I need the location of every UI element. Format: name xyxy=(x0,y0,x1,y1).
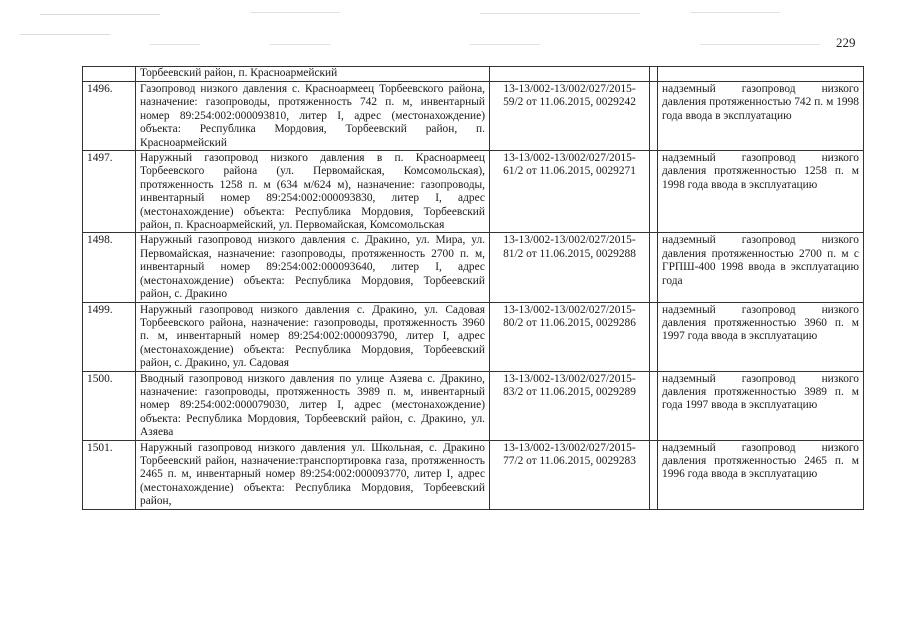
row-registration-cell xyxy=(490,67,650,82)
row-description-cell: Вводный газопровод низкого давления по улице Азяева с. Дракино, назначение: газопроводы, протяженность 3989 п. м, инвентарный номер 89:254:002:000079030, литер I, адрес (местонахождение) объекта: Республика Мордовия, Торбеевский район, с. Дракино, ул. Азяева xyxy=(136,371,490,440)
column-gap-cell xyxy=(650,371,658,440)
column-gap-cell xyxy=(650,82,658,151)
scan-artifact-line xyxy=(480,13,640,14)
row-registration-cell: 13-13/002-13/002/027/2015-61/2 от 11.06.2015, 0029271 xyxy=(490,151,650,233)
row-description-cell: Газопровод низкого давления с. Красноармеец Торбеевского района, назначение: газопроводы, протяженность 742 п. м, инвентарный номер 89:254:002:000093810, литер I, адрес (местонахождение) объекта: Республика Мордовия, Торбеевский район, п. Красноармейский xyxy=(136,82,490,151)
table-row xyxy=(83,302,864,371)
table-row-continuation xyxy=(83,67,864,82)
row-description-cell: Торбеевский район, п. Красноармейский xyxy=(136,67,490,82)
column-gap-cell xyxy=(650,302,658,371)
page-number: 229 xyxy=(836,35,856,50)
table-row xyxy=(83,440,864,509)
row-registration-cell: 13-13/002-13/002/027/2015-80/2 от 11.06.2015, 0029286 xyxy=(490,302,650,371)
scan-artifact-line xyxy=(470,44,540,45)
scan-artifact-line xyxy=(40,14,160,15)
registry-table xyxy=(82,66,864,510)
row-note-cell xyxy=(658,67,864,82)
row-note-cell: надземный газопровод низкого давления протяженностью 742 п. м 1998 года ввода в эксплуатацию xyxy=(658,82,864,151)
row-registration-cell: 13-13/002-13/002/027/2015-81/2 от 11.06.2015, 0029288 xyxy=(490,233,650,302)
row-description-cell: Наружный газопровод низкого давления ул. Школьная, с. Дракино Торбеевский район, назначение:транспортировка газа, протяженность 2465 п. м, инвентарный номер 89:254:002:000093770, литер I, адрес (местонахождение) объекта: Республика Мордовия, Торбеевский район, xyxy=(136,440,490,509)
row-description-cell: Наружный газопровод низкого давления в п. Красноармеец Торбеевского района (ул. Первомайская, Комсомольская), протяженность 1258 п. м (634 м/624 м), назначение: газопроводы, инвентарный номер 89:254:002:000093830, литер I, адрес (местонахождение) объекта: Республика Мордовия, Торбеевский район, п. Красноармейский, ул. Первомайская, Комсомольская xyxy=(136,151,490,233)
column-gap-cell xyxy=(650,151,658,233)
row-registration-cell: 13-13/002-13/002/027/2015-83/2 от 11.06.2015, 0029289 xyxy=(490,371,650,440)
row-number-cell: 1500. xyxy=(83,371,136,440)
row-note-cell: надземный газопровод низкого давления протяженностью 2700 п. м с ГРПШ-400 1998 ввода в эксплуатацию года xyxy=(658,233,864,302)
registry-body xyxy=(83,67,864,510)
row-registration-cell: 13-13/002-13/002/027/2015-59/2 от 11.06.2015, 0029242 xyxy=(490,82,650,151)
scan-artifact-line xyxy=(250,12,340,13)
column-gap-cell xyxy=(650,440,658,509)
column-gap-cell xyxy=(650,233,658,302)
table-row xyxy=(83,233,864,302)
row-number-cell: 1497. xyxy=(83,151,136,233)
row-number-cell: 1498. xyxy=(83,233,136,302)
row-note-cell: надземный газопровод низкого давления протяженностью 3989 п. м года 1997 ввода в эксплуатацию xyxy=(658,371,864,440)
row-description-cell: Наружный газопровод низкого давления с. Дракино, ул. Мира, ул. Первомайская, назначение: газопроводы, протяженность 2700 п. м, инвентарный номер 89:254:002:000093640, литер I, адрес (местонахождение) объекта: Республика Мордовия, Торбеевский район, с. Дракино xyxy=(136,233,490,302)
row-number-cell: 1496. xyxy=(83,82,136,151)
table-row xyxy=(83,151,864,233)
scan-artifact-line xyxy=(700,44,820,45)
column-gap-cell xyxy=(650,67,658,82)
row-number-cell xyxy=(83,67,136,82)
scan-artifact-line xyxy=(690,12,780,13)
scan-artifact-line xyxy=(20,34,110,35)
table-row xyxy=(83,82,864,151)
row-note-cell: надземный газопровод низкого давления протяженностью 1258 п. м 1998 года ввода в эксплуатацию xyxy=(658,151,864,233)
row-number-cell: 1499. xyxy=(83,302,136,371)
row-number-cell: 1501. xyxy=(83,440,136,509)
scan-artifact-line xyxy=(150,44,200,45)
row-description-cell: Наружный газопровод низкого давления с. Дракино, ул. Садовая Торбеевского района, назначение: газопроводы, протяженность 3960 п. м, инвентарный номер 89:254:002:000093790, литер I, адрес (местонахождение) объекта: Республика Мордовия, Торбеевский район, с. Дракино, ул. Садовая xyxy=(136,302,490,371)
table-row xyxy=(83,371,864,440)
scan-artifact-line xyxy=(270,44,330,45)
row-registration-cell: 13-13/002-13/002/027/2015-77/2 от 11.06.2015, 0029283 xyxy=(490,440,650,509)
row-note-cell: надземный газопровод низкого давления протяженностью 3960 п. м 1997 года ввода в эксплуатацию xyxy=(658,302,864,371)
row-note-cell: надземный газопровод низкого давления протяженностью 2465 п. м 1996 года ввода в эксплуатацию xyxy=(658,440,864,509)
